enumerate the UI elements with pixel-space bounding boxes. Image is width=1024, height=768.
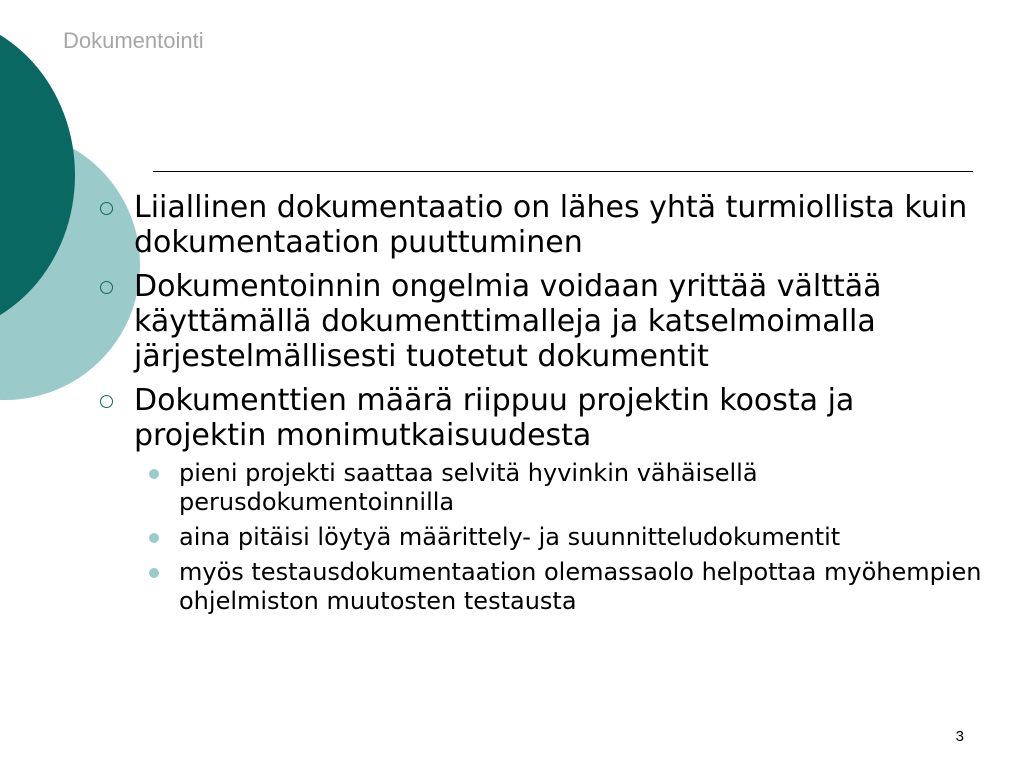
bullet-item (96, 269, 996, 374)
hollow-circle-bullet-icon (100, 395, 113, 408)
sub-bullet-list (134, 459, 996, 616)
title-divider (153, 171, 973, 172)
bullet-text: Dokumentoinnin ongelmia voidaan yrittää välttää käyttämällä dokumenttimalleja ja katselmoimalla järjestelmällisesti tuotetut dokumentit (134, 269, 882, 374)
sub-bullet-item (134, 558, 996, 616)
sub-bullet-item (134, 523, 996, 552)
header-title: Dokumentointi (63, 28, 204, 53)
bullet-item (96, 190, 996, 260)
slide-number: 3 (955, 728, 964, 745)
filled-dot-bullet-icon (149, 568, 159, 578)
bullet-list (96, 190, 996, 625)
bullet-text: Liiallinen dokumentaatio on lähes yhtä turmiollista kuin dokumentaation puuttuminen (134, 190, 968, 260)
sub-bullet-item (134, 459, 996, 517)
bullet-item (96, 383, 996, 616)
bullet-text: Dokumenttien määrä riippuu projektin koosta ja projektin monimutkaisuudesta (134, 383, 855, 453)
sub-bullet-text: pieni projekti saattaa selvitä hyvinkin vähäisellä perusdokumentoinnilla (179, 459, 758, 516)
sub-bullet-text: aina pitäisi löytyä määrittely- ja suunnitteludokumentit (179, 523, 841, 551)
filled-dot-bullet-icon (149, 533, 159, 543)
sub-bullet-text: myös testausdokumentaation olemassaolo helpottaa myöhempien ohjelmiston muutosten testausta (179, 558, 982, 615)
hollow-circle-bullet-icon (100, 281, 113, 294)
filled-dot-bullet-icon (149, 469, 159, 479)
hollow-circle-bullet-icon (100, 202, 113, 215)
